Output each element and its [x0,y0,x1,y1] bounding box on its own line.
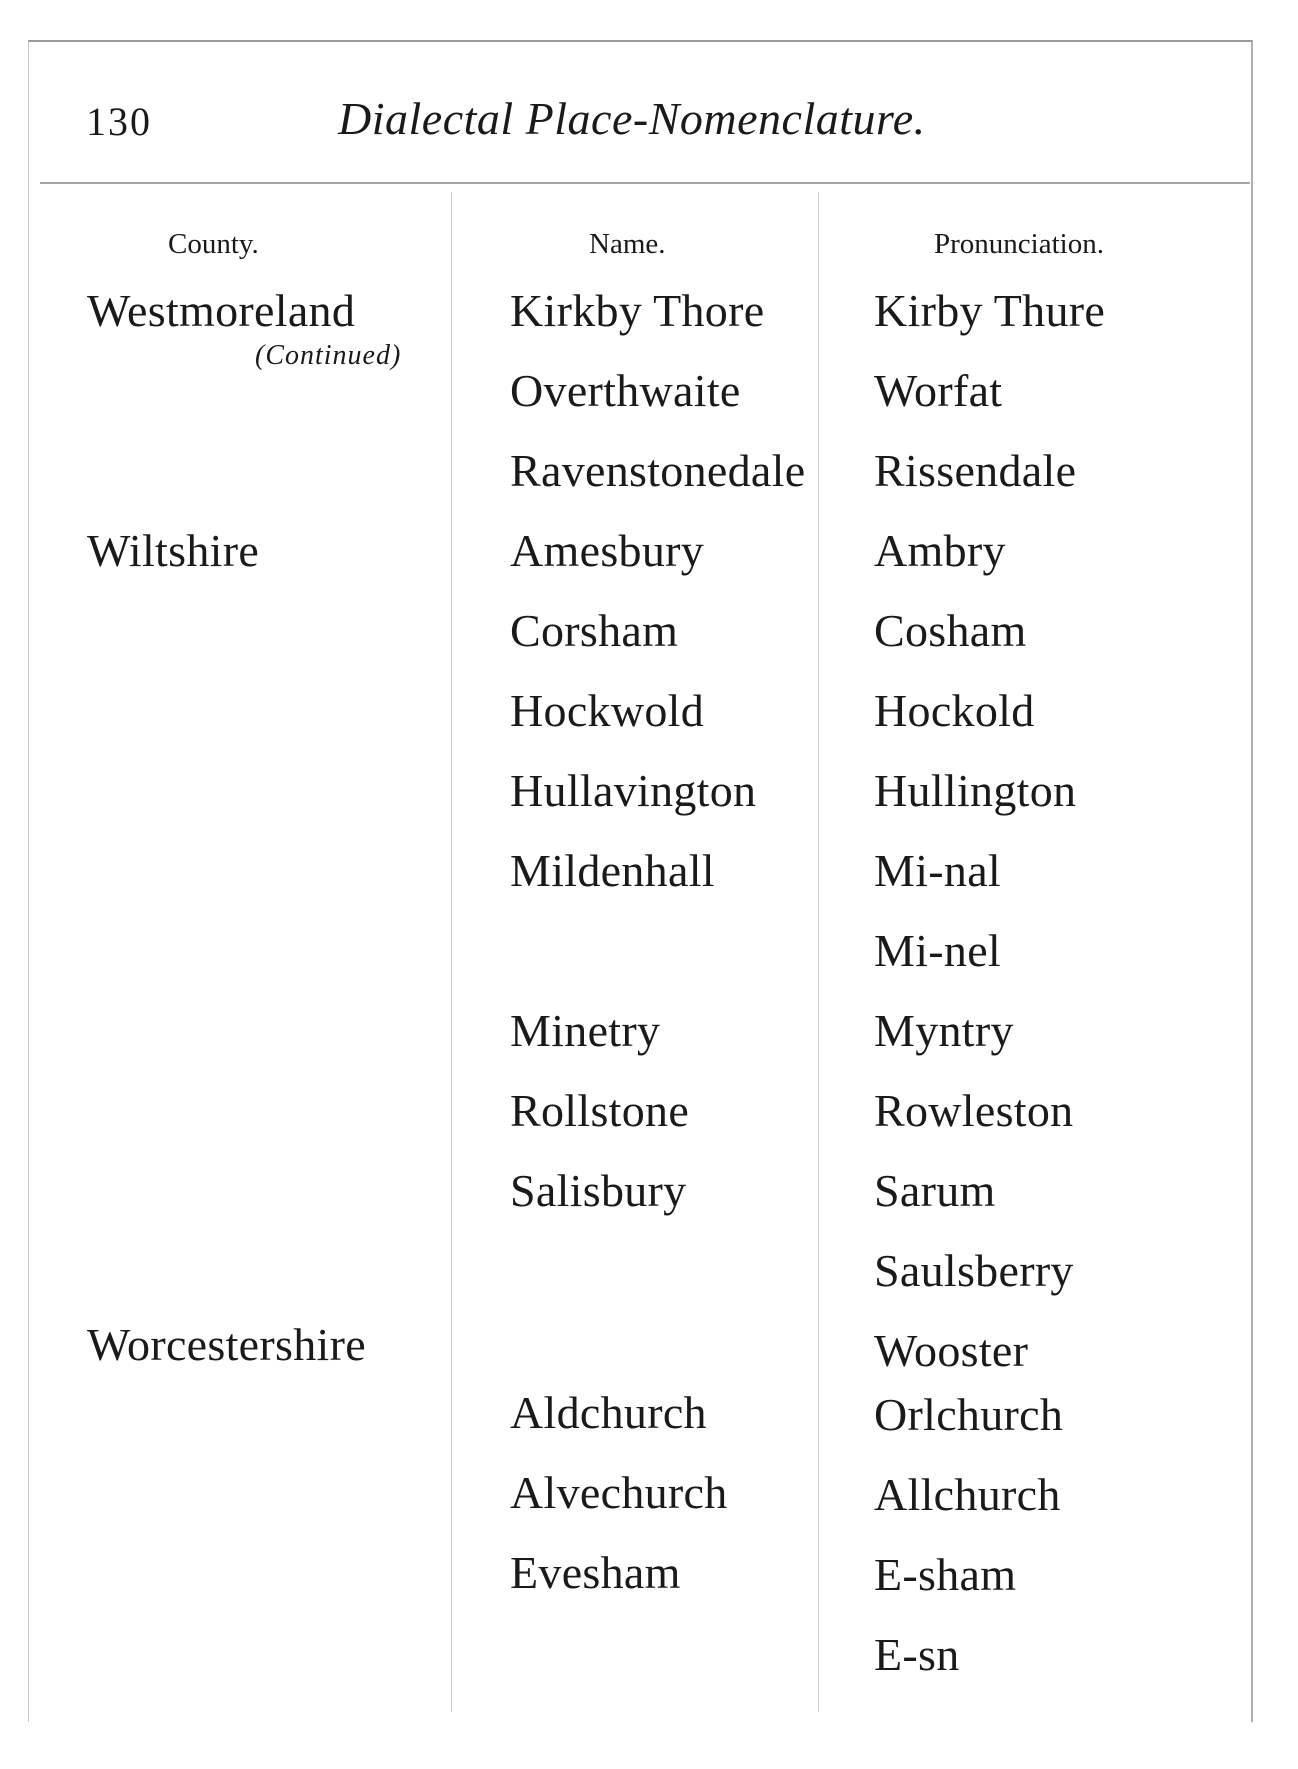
pronunciation: Cosham [874,605,1027,656]
column-divider-left [451,192,452,1712]
running-title: Dialectal Place-Nomenclature. [338,93,926,144]
county-westmoreland: Westmoreland [87,285,356,336]
county-worcestershire: Worcestershire [87,1319,366,1370]
place-name: Ravenstonedale [510,445,806,496]
header-rule [40,182,1250,184]
pronunciation: Sarum [874,1165,996,1216]
place-name: Rollstone [510,1085,690,1136]
place-name: Amesbury [510,525,705,576]
place-name: Alvechurch [510,1467,728,1518]
pronunciation: Hockold [874,685,1035,736]
column-header-name: Name. [589,228,666,260]
column-header-county: County. [168,228,259,260]
pronunciation: Mi-nel [874,925,1001,976]
pronunciation: Saulsberry [874,1245,1074,1296]
pronunciation: Rissendale [874,445,1077,496]
place-name: Mildenhall [510,845,715,896]
column-header-pronunciation: Pronunciation. [934,228,1104,260]
place-name: Minetry [510,1005,661,1056]
place-name: Salisbury [510,1165,687,1216]
pronunciation: E-sn [874,1629,960,1680]
pronunciation: Hullington [874,765,1077,816]
county-wiltshire: Wiltshire [87,525,260,576]
place-name: Hullavington [510,765,757,816]
place-name: Corsham [510,605,679,656]
pronunciation: Myntry [874,1005,1014,1056]
pronunciation: Worfat [874,365,1003,416]
pronunciation: Orlchurch [874,1389,1064,1440]
place-name: Overthwaite [510,365,741,416]
pronunciation: Mi-nal [874,845,1001,896]
continued-note: (Continued) [255,340,402,371]
pronunciation: Kirby Thure [874,285,1106,336]
pronunciation: E-sham [874,1549,1017,1600]
place-name: Aldchurch [510,1387,707,1438]
pronunciation: Allchurch [874,1469,1061,1520]
place-name: Evesham [510,1547,681,1598]
place-name: Kirkby Thore [510,285,765,336]
pronunciation: Ambry [874,525,1006,576]
pronunciation: Rowleston [874,1085,1074,1136]
place-name: Hockwold [510,685,705,736]
pronunciation: Wooster [874,1325,1029,1376]
page-number: 130 [86,99,152,144]
column-divider-right [818,192,819,1712]
